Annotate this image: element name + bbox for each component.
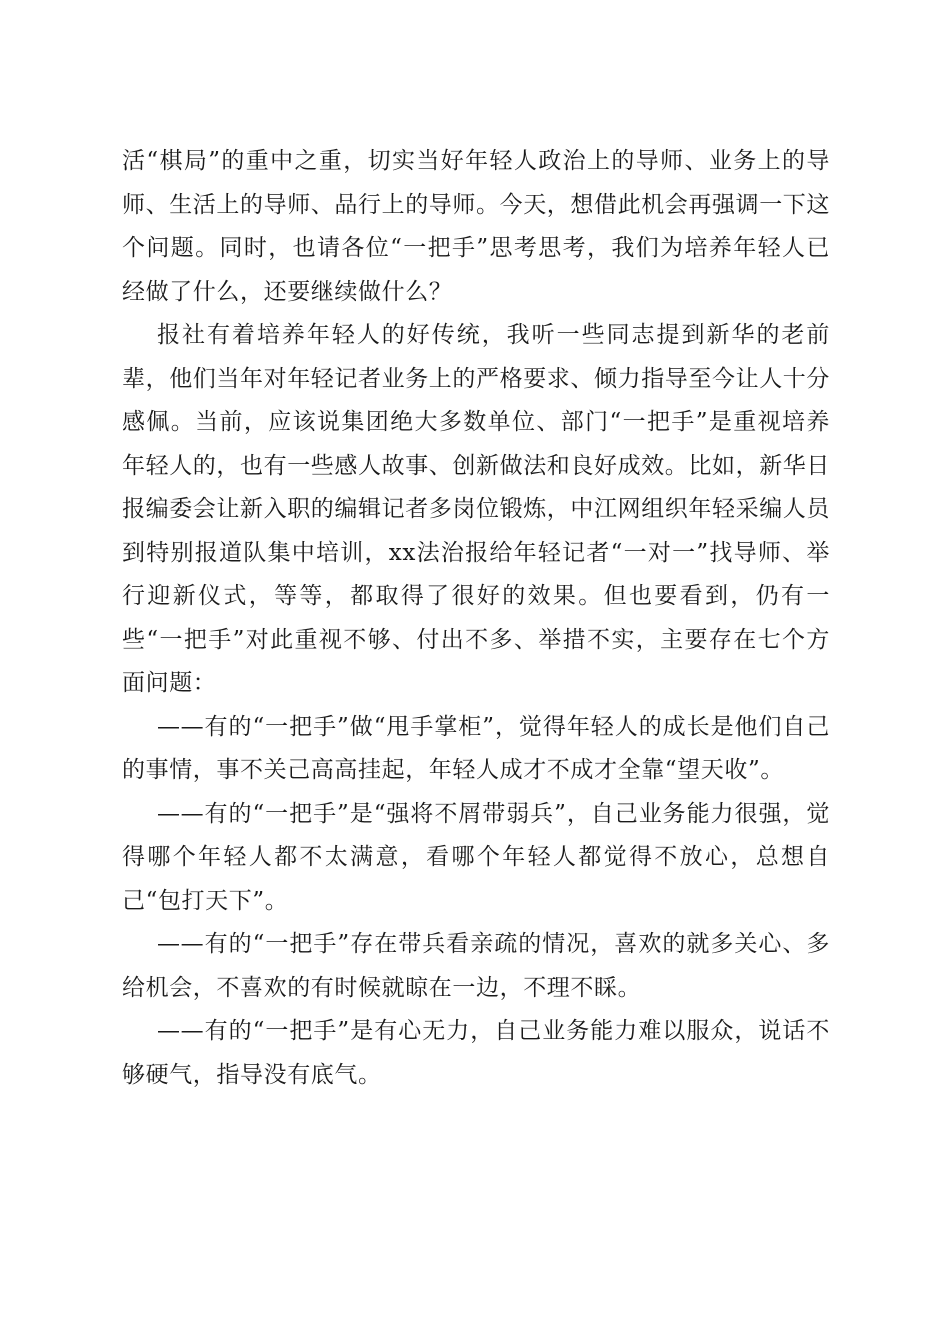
paragraph-1: 活“棋局”的重中之重，切实当好年轻人政治上的导师、业务上的导师、生活上的导师、品行上的导师。今天，想借此机会再强调一下这个问题。同时，也请各位“一把手”思考思考，我们为培养年轻人已经做了什么，还要继续做什么？: [122, 148, 830, 305]
paragraph-4: ——有的“一把手”是“强将不屑带弱兵”，自己业务能力很强，觉得哪个年轻人都不太满意，看哪个年轻人都觉得不放心，总想自己“包打天下”。: [122, 800, 830, 914]
paragraph-5: ——有的“一把手”存在带兵看亲疏的情况，喜欢的就多关心、多给机会，不喜欢的有时候就晾在一边，不理不睬。: [122, 931, 830, 1001]
paragraph-2: 报社有着培养年轻人的好传统，我听一些同志提到新华的老前辈，他们当年对年轻记者业务上的严格要求、倾力指导至今让人十分感佩。当前，应该说集团绝大多数单位、部门“一把手”是重视培养年轻人的，也有一些感人故事、创新做法和良好成效。比如，新华日报编委会让新入职的编辑记者多岗位锻炼，中江网组织年轻采编人员到特别报道队集中培训，xx法治报给年轻记者“一对一”找导师、举行迎新仪式，等等，都取得了很好的效果。但也要看到，仍有一些“一把手”对此重视不够、付出不多、举措不实，主要存在七个方面问题：: [122, 322, 830, 696]
document-body: [122, 140, 830, 1097]
paragraph-6: ——有的“一把手”是有心无力，自己业务能力难以服众，说话不够硬气，指导没有底气。: [122, 1018, 830, 1088]
paragraph-3: ——有的“一把手”做“甩手掌柜”，觉得年轻人的成长是他们自己的事情，事不关己高高挂起，年轻人成才不成才全靠“望天收”。: [122, 713, 830, 783]
